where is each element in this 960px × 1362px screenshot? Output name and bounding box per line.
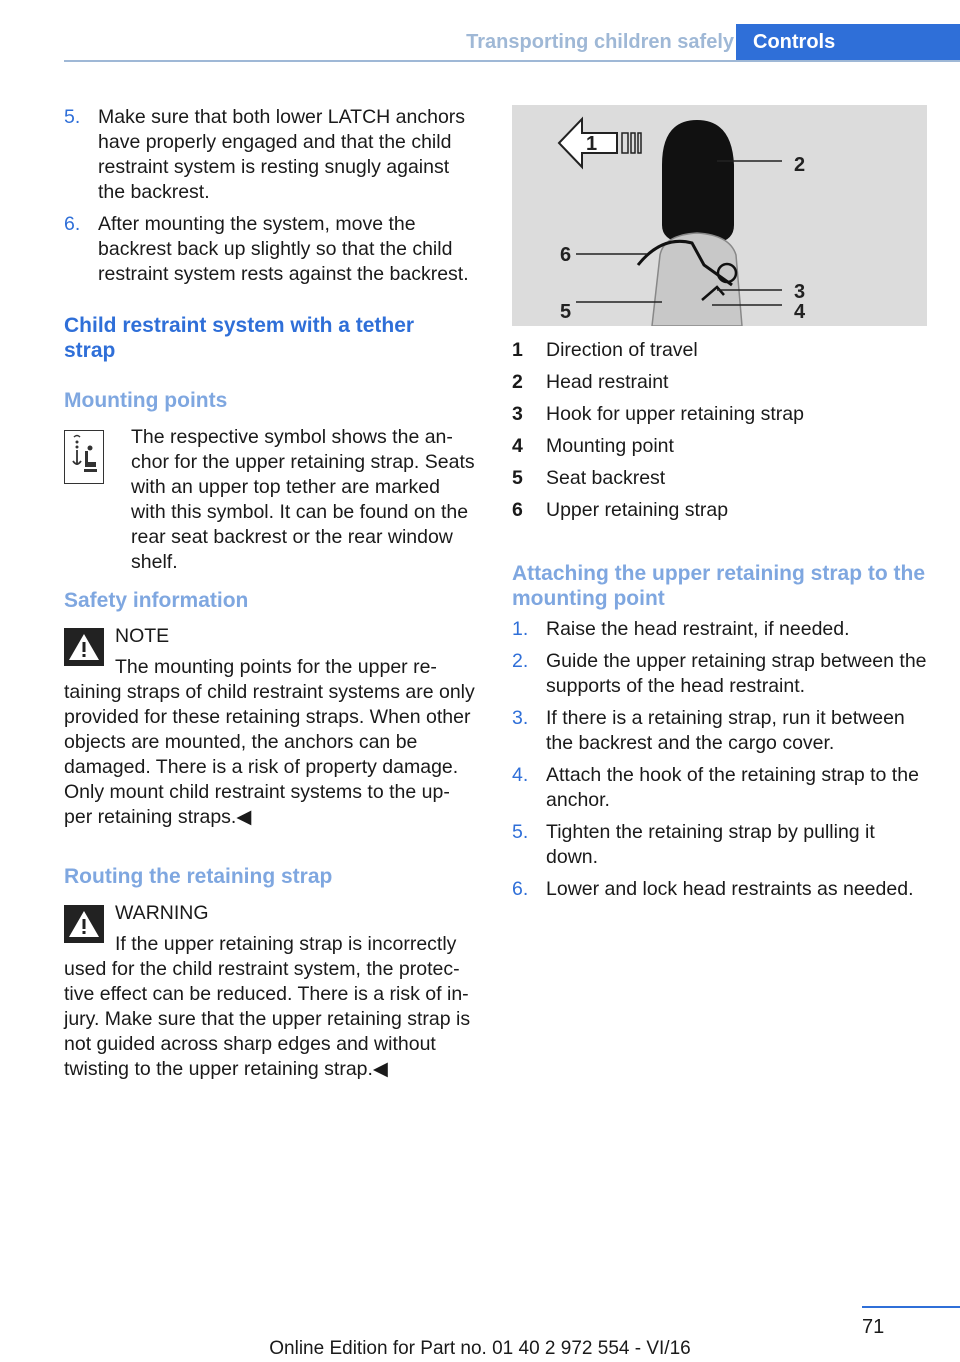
page-header [0,0,960,62]
legend-number: 4 [512,435,523,457]
legend-number: 2 [512,371,523,393]
list-item [512,706,927,756]
step-number: 3. [512,707,529,729]
step-text: If there is a retaining strap, run it between the backrest and the cargo cover. [546,707,905,754]
warning-paragraph [64,901,480,1082]
note-label: NOTE [115,625,170,647]
legend-item [512,498,927,523]
list-item [64,105,480,205]
footer-rule [862,1306,960,1308]
warning-text: If the upper retaining strap is incorrectly used for the child restraint system, the protec‐ tive effect can be reduced. There is a risk of in‐ jury. Make sure that the upper retaining strap is not guided across sharp edges and without twisting to the upper retaining strap.◀ [64,933,471,1080]
callout-4: 4 [794,301,806,323]
mounting-heading: Mounting points [64,389,228,412]
step-number: 5. [512,821,529,843]
step-number: 1. [512,618,529,640]
section-title: Transporting children safely [466,31,734,53]
step-text: Lower and lock head restraints as needed. [546,878,914,900]
note-text: The mounting points for the upper re‐ taining straps of child restraint systems are only provided for these retaining straps. When other objects are mounted, the anchors can be damaged. There is a risk of property damage. Only mount child restraint systems to the up‐ per retaining straps.◀ [64,656,475,828]
legend-number: 6 [512,499,523,521]
list-item [512,877,927,902]
safety-heading: Safety information [64,589,249,612]
legend-text: Head restraint [546,371,669,393]
list-item [512,617,927,642]
callout-5: 5 [560,301,572,323]
step-number: 5. [64,106,81,128]
list-item [512,763,927,813]
legend-item [512,338,927,363]
tether-heading: Child restraint system with a tether strap [64,314,415,362]
callout-2: 2 [794,154,806,176]
routing-heading: Routing the retaining strap [64,865,333,888]
legend-text: Hook for upper retaining strap [546,403,804,425]
legend-text: Upper retaining strap [546,499,729,521]
step-text: Raise the head restraint, if needed. [546,618,850,640]
legend-item [512,434,927,459]
step-number: 4. [512,764,529,786]
list-item [512,649,927,699]
callout-1: 1 [586,133,598,155]
step-number: 6. [64,213,81,235]
callout-3: 3 [794,281,806,303]
list-item [512,820,927,870]
legend-number: 3 [512,403,523,425]
mounting-paragraph [64,425,480,575]
attach-heading: Attaching the upper retaining strap to the mounting point [512,562,926,610]
warning-label: WARNING [115,902,209,924]
chapter-tab: Controls [736,24,960,61]
legend-text: Mounting point [546,435,674,457]
edition-footer: Online Edition for Part no. 01 40 2 972 554 - VI/16 [269,1338,691,1359]
step-number: 6. [512,878,529,900]
legend-number: 5 [512,467,523,489]
step-text: Make sure that both lower LATCH anchors have properly engaged and that the child restraint system is resting snugly against the backrest. [98,106,466,203]
legend-number: 1 [512,339,523,361]
legend-item [512,466,927,491]
head-restraint-figure [512,105,927,326]
page-number: 71 [862,1316,885,1338]
step-text: Tighten the retaining strap by pulling it down. [546,821,875,868]
legend-text: Direction of travel [546,339,698,361]
legend-text: Seat backrest [546,467,666,489]
step-text: Attach the hook of the retaining strap to the anchor. [546,764,919,811]
header-rule [64,60,960,62]
list-item [64,212,480,287]
legend-item [512,402,927,427]
step-text: After mounting the system, move the backrest back up slightly so that the child restraint system rests against the backrest. [98,213,469,285]
mounting-text: The respective symbol shows the an‐ chor for the upper retaining strap. Seats with an upper top tether are marked with this symbol. It can be found on the rear seat backrest or the rear window shelf. [131,426,475,573]
callout-6: 6 [560,244,572,266]
legend-item [512,370,927,395]
step-text: Guide the upper retaining strap between the supports of the head restraint. [546,650,927,697]
step-number: 2. [512,650,529,672]
note-paragraph [64,624,480,830]
